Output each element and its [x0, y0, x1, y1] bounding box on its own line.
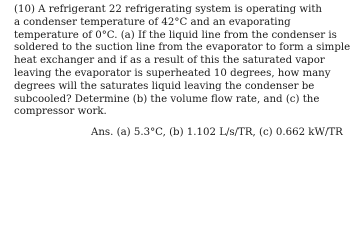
- problem-line: temperature of 0°C. (a) If the liquid line from the condenser is: [14, 29, 337, 41]
- problem-statement: [14, 4, 350, 119]
- problem-line: heat exchanger and if as a result of this the saturated vapor: [14, 55, 325, 67]
- problem-line: soldered to the suction line from the evaporator to form a simple: [14, 42, 350, 54]
- problem-line: compressor work.: [14, 106, 107, 118]
- problem-line: subcooled? Determine (b) the volume flow rate, and (c) the: [14, 93, 320, 105]
- problem-line: degrees will the saturates liquid leaving the condenser be: [14, 80, 315, 92]
- problem-line: leaving the evaporator is superheated 10 degrees, how many: [14, 67, 331, 79]
- problem-line: a condenser temperature of 42°C and an evaporating: [14, 16, 291, 28]
- answer-line: Ans. (a) 5.3°C, (b) 1.102 L/s/TR, (c) 0.662 kW/TR: [91, 127, 343, 138]
- problem-line: (10) A refrigerant 22 refrigerating system is operating with: [14, 4, 322, 15]
